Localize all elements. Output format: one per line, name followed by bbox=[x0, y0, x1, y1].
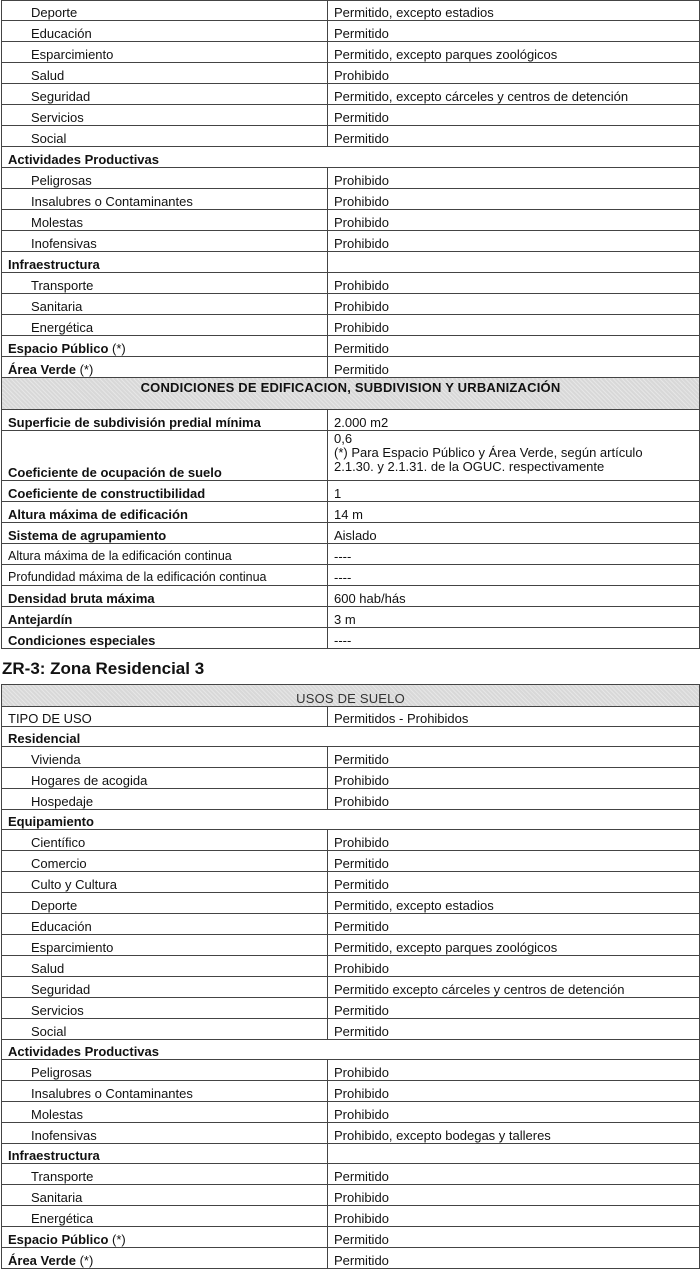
table-row bbox=[2, 707, 700, 727]
use-value: Permitido bbox=[328, 336, 700, 357]
use-label: Social bbox=[2, 126, 328, 147]
condition-label: Coeficiente de ocupación de suelo bbox=[2, 431, 328, 481]
condition-label: Densidad bruta máxima bbox=[2, 586, 328, 607]
use-value: Permitido, excepto estadios bbox=[328, 893, 700, 914]
category-label: Infraestructura bbox=[2, 1144, 328, 1164]
table-row bbox=[2, 872, 700, 893]
tipo-value: Permitidos - Prohibidos bbox=[328, 707, 700, 727]
use-label: Espacio Público bbox=[8, 1232, 109, 1247]
condition-label: Coeficiente de constructibilidad bbox=[2, 481, 328, 502]
table-row bbox=[2, 586, 700, 607]
use-label: Molestas bbox=[2, 210, 328, 231]
table-row bbox=[2, 747, 700, 768]
empty-cell bbox=[328, 252, 700, 273]
category-label: Actividades Productivas bbox=[2, 147, 700, 168]
table-row bbox=[2, 977, 700, 998]
footnote-mark: (*) bbox=[112, 341, 126, 356]
use-value: Permitido, excepto cárceles y centros de detención bbox=[328, 84, 700, 105]
table-row bbox=[2, 830, 700, 851]
use-label: Educación bbox=[2, 914, 328, 935]
use-label: Transporte bbox=[2, 273, 328, 294]
condition-label: Profundidad máxima de la edificación continua bbox=[2, 565, 328, 586]
condition-value: 2.000 m2 bbox=[328, 410, 700, 431]
table-row bbox=[2, 1123, 700, 1144]
table-row bbox=[2, 935, 700, 956]
table-row bbox=[2, 998, 700, 1019]
use-label: Peligrosas bbox=[2, 1060, 328, 1081]
table-row bbox=[2, 481, 700, 502]
table-row bbox=[2, 914, 700, 935]
table-row bbox=[2, 1019, 700, 1040]
table-row bbox=[2, 410, 700, 431]
category-label: Infraestructura bbox=[2, 252, 328, 273]
coef-value: 0,6 bbox=[334, 431, 353, 446]
use-value: Prohibido bbox=[328, 168, 700, 189]
use-label: Servicios bbox=[2, 998, 328, 1019]
espacio-publico-cell bbox=[2, 336, 328, 357]
category-row bbox=[2, 727, 700, 747]
use-label: Deporte bbox=[2, 1, 328, 21]
coef-note-line: 2.1.30. y 2.1.31. de la OGUC. respectivamente bbox=[334, 459, 605, 474]
use-label: Sanitaria bbox=[2, 1185, 328, 1206]
table-row bbox=[2, 1081, 700, 1102]
use-label: Educación bbox=[2, 21, 328, 42]
table-row bbox=[2, 851, 700, 872]
use-label: Comercio bbox=[2, 851, 328, 872]
condition-value-multi bbox=[328, 431, 700, 481]
use-value: Prohibido bbox=[328, 1081, 700, 1102]
use-label: Energética bbox=[2, 315, 328, 336]
tipo-label: TIPO DE USO bbox=[2, 707, 328, 727]
use-label: Científico bbox=[2, 830, 328, 851]
table-row bbox=[2, 126, 700, 147]
table-row bbox=[2, 210, 700, 231]
table-row bbox=[2, 336, 700, 357]
table-row bbox=[2, 1227, 700, 1248]
category-row bbox=[2, 810, 700, 830]
use-value: Prohibido bbox=[328, 830, 700, 851]
condition-value: Aislado bbox=[328, 523, 700, 544]
category-label: Equipamiento bbox=[2, 810, 700, 830]
use-label: Salud bbox=[2, 63, 328, 84]
use-label: Inofensivas bbox=[2, 1123, 328, 1144]
use-value: Permitido, excepto estadios bbox=[328, 1, 700, 21]
use-value: Prohibido bbox=[328, 789, 700, 810]
use-label: Deporte bbox=[2, 893, 328, 914]
use-label: Espacio Público bbox=[8, 341, 109, 356]
use-label: Insalubres o Contaminantes bbox=[2, 189, 328, 210]
use-label: Culto y Cultura bbox=[2, 872, 328, 893]
use-value: Prohibido bbox=[328, 231, 700, 252]
table-row bbox=[2, 315, 700, 336]
table-row bbox=[2, 189, 700, 210]
use-label: Insalubres o Contaminantes bbox=[2, 1081, 328, 1102]
use-label: Salud bbox=[2, 956, 328, 977]
condition-value: 1 bbox=[328, 481, 700, 502]
table-row bbox=[2, 294, 700, 315]
zoning-table-zr3 bbox=[1, 684, 700, 1269]
use-value: Prohibido bbox=[328, 768, 700, 789]
condition-value: ---- bbox=[328, 565, 700, 586]
use-value: Prohibido bbox=[328, 1102, 700, 1123]
table-row bbox=[2, 105, 700, 126]
category-row bbox=[2, 252, 700, 273]
table-row bbox=[2, 768, 700, 789]
section-header-row bbox=[2, 685, 700, 707]
use-value: Permitido, excepto parques zoológicos bbox=[328, 42, 700, 63]
footnote-mark: (*) bbox=[79, 1253, 94, 1268]
use-value: Permitido bbox=[328, 126, 700, 147]
table-row bbox=[2, 357, 700, 378]
section-header-row bbox=[2, 378, 700, 410]
category-row bbox=[2, 147, 700, 168]
use-value: Permitido bbox=[328, 357, 700, 378]
use-value: Permitido bbox=[328, 872, 700, 893]
table-row bbox=[2, 1248, 700, 1269]
table-row bbox=[2, 1164, 700, 1185]
use-value: Prohibido bbox=[328, 1185, 700, 1206]
use-label: Área Verde bbox=[8, 1253, 76, 1268]
condition-value: 14 m bbox=[328, 502, 700, 523]
table-row bbox=[2, 1206, 700, 1227]
use-label: Hogares de acogida bbox=[2, 768, 328, 789]
condition-label: Condiciones especiales bbox=[2, 628, 328, 649]
use-value: Prohibido bbox=[328, 210, 700, 231]
table-row bbox=[2, 1102, 700, 1123]
table-row bbox=[2, 84, 700, 105]
area-verde-cell bbox=[2, 1248, 328, 1269]
table-row bbox=[2, 565, 700, 586]
condition-label: Antejardín bbox=[2, 607, 328, 628]
table-row bbox=[2, 63, 700, 84]
espacio-publico-cell bbox=[2, 1227, 328, 1248]
empty-cell bbox=[328, 1144, 700, 1164]
use-value: Prohibido bbox=[328, 956, 700, 977]
condition-label: Superficie de subdivisión predial mínima bbox=[2, 410, 328, 431]
use-label: Área Verde bbox=[8, 362, 76, 377]
category-row bbox=[2, 1040, 700, 1060]
use-label: Inofensivas bbox=[2, 231, 328, 252]
use-value: Prohibido, excepto bodegas y talleres bbox=[328, 1123, 700, 1144]
use-value: Prohibido bbox=[328, 1206, 700, 1227]
table-row bbox=[2, 1, 700, 21]
table-row bbox=[2, 42, 700, 63]
use-label: Sanitaria bbox=[2, 294, 328, 315]
use-label: Molestas bbox=[2, 1102, 328, 1123]
table-row bbox=[2, 956, 700, 977]
category-label: Actividades Productivas bbox=[2, 1040, 700, 1060]
usos-header: USOS DE SUELO bbox=[2, 685, 700, 707]
condition-value: 600 hab/hás bbox=[328, 586, 700, 607]
use-label: Hospedaje bbox=[2, 789, 328, 810]
use-label: Energética bbox=[2, 1206, 328, 1227]
footnote-mark: (*) bbox=[112, 1232, 126, 1247]
use-value: Permitido bbox=[328, 998, 700, 1019]
use-label: Esparcimiento bbox=[2, 42, 328, 63]
table-row bbox=[2, 502, 700, 523]
table-row bbox=[2, 431, 700, 481]
table-row bbox=[2, 607, 700, 628]
table-row bbox=[2, 789, 700, 810]
table-row bbox=[2, 231, 700, 252]
table-row bbox=[2, 168, 700, 189]
use-value: Permitido bbox=[328, 1019, 700, 1040]
use-value: Permitido bbox=[328, 21, 700, 42]
use-value: Prohibido bbox=[328, 189, 700, 210]
use-value: Permitido bbox=[328, 1164, 700, 1185]
use-value: Permitido excepto cárceles y centros de detención bbox=[328, 977, 700, 998]
table-row bbox=[2, 523, 700, 544]
condition-label: Sistema de agrupamiento bbox=[2, 523, 328, 544]
coef-note-line: (*) Para Espacio Público y Área Verde, según artículo bbox=[334, 445, 643, 460]
condition-label: Altura máxima de edificación bbox=[2, 502, 328, 523]
table-row bbox=[2, 893, 700, 914]
table-row bbox=[2, 273, 700, 294]
table-row bbox=[2, 21, 700, 42]
use-label: Esparcimiento bbox=[2, 935, 328, 956]
use-label: Vivienda bbox=[2, 747, 328, 768]
condition-value: ---- bbox=[328, 628, 700, 649]
use-value: Prohibido bbox=[328, 315, 700, 336]
use-label: Servicios bbox=[2, 105, 328, 126]
use-value: Permitido bbox=[328, 1227, 700, 1248]
use-value: Permitido, excepto parques zoológicos bbox=[328, 935, 700, 956]
table-row bbox=[2, 1185, 700, 1206]
use-label: Seguridad bbox=[2, 84, 328, 105]
footnote-mark: (*) bbox=[79, 362, 94, 377]
use-value: Permitido bbox=[328, 914, 700, 935]
use-value: Prohibido bbox=[328, 273, 700, 294]
conditions-header: CONDICIONES DE EDIFICACION, SUBDIVISION Y URBANIZACIÓN bbox=[2, 378, 700, 410]
section-title: ZR-3: Zona Residencial 3 bbox=[2, 659, 205, 678]
use-value: Permitido bbox=[328, 1248, 700, 1269]
table-row bbox=[2, 1060, 700, 1081]
area-verde-cell bbox=[2, 357, 328, 378]
use-value: Prohibido bbox=[328, 1060, 700, 1081]
category-label: Residencial bbox=[2, 727, 700, 747]
use-value: Prohibido bbox=[328, 294, 700, 315]
condition-value: ---- bbox=[328, 544, 700, 565]
use-label: Social bbox=[2, 1019, 328, 1040]
use-label: Peligrosas bbox=[2, 168, 328, 189]
use-value: Permitido bbox=[328, 747, 700, 768]
use-label: Transporte bbox=[2, 1164, 328, 1185]
zoning-table-continued bbox=[1, 0, 700, 649]
use-value: Prohibido bbox=[328, 63, 700, 84]
condition-value: 3 m bbox=[328, 607, 700, 628]
use-value: Permitido bbox=[328, 105, 700, 126]
category-row bbox=[2, 1144, 700, 1164]
use-label: Seguridad bbox=[2, 977, 328, 998]
use-value: Permitido bbox=[328, 851, 700, 872]
condition-label: Altura máxima de la edificación continua bbox=[2, 544, 328, 565]
table-row bbox=[2, 628, 700, 649]
table-row bbox=[2, 544, 700, 565]
